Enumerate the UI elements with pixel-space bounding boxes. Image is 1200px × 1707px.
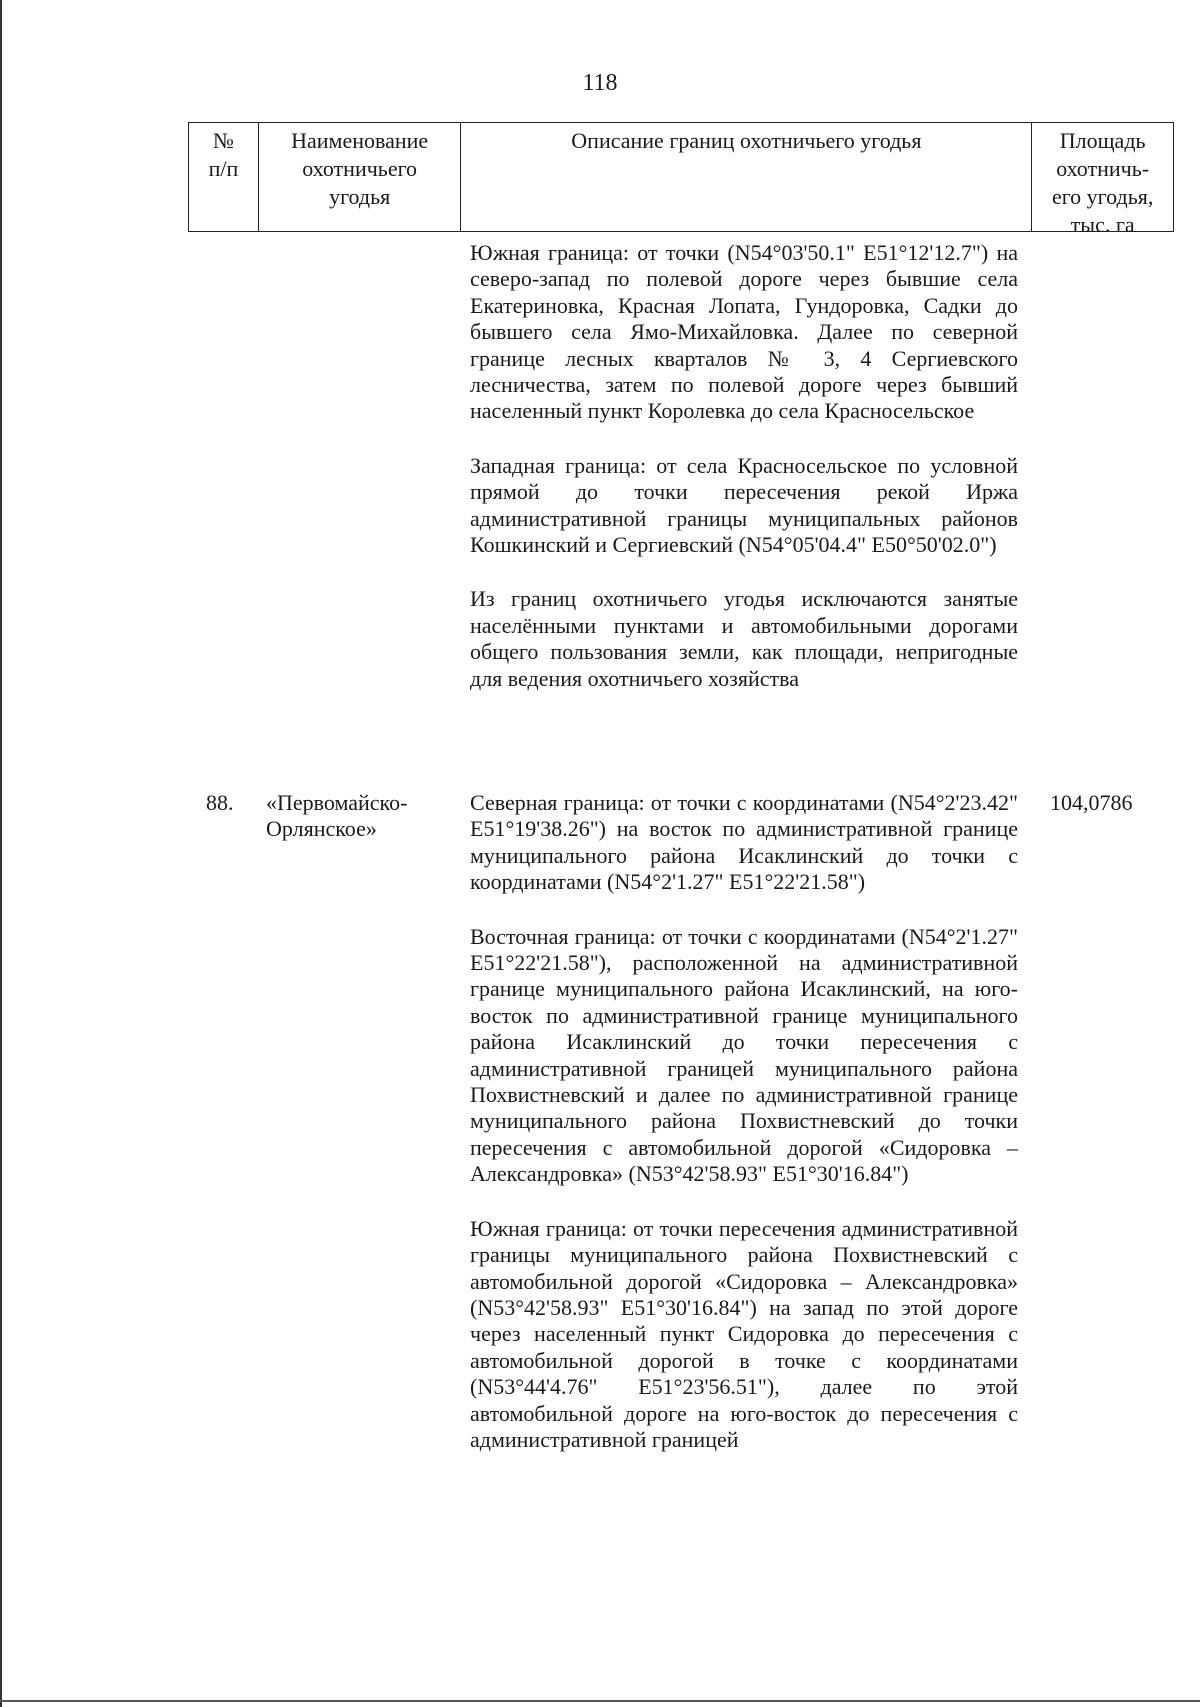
southern-boundary-paragraph-88: Южная граница: от точки пересечения административной границы муниципального района Похвистневский с автомобильной дорогой «Сидоровка – Александровка» (N53°42'58.93" E51°30'16.84") на запад по этой дороге через населенный пункт Сидоровка до пересечения с автомобильной дорогой в точке с координатами (N53°44'4.76" E51°23'56.51"), далее по этой автомобильной дороге на юго-восток до пересечения с административной границей	[470, 1215, 1018, 1452]
header-name-cell	[259, 123, 462, 231]
header-description-cell	[461, 123, 1032, 231]
hunting-ground-name-line-1: «Первомайско-	[266, 790, 408, 815]
header-name-line-3: угодья	[329, 184, 391, 209]
page-number: 118	[582, 70, 618, 96]
header-num-cell	[189, 123, 259, 231]
hunting-ground-name-line-2: Орлянское»	[266, 816, 377, 842]
hunting-ground-name	[266, 790, 456, 843]
eastern-boundary-paragraph: Восточная граница: от точки с координатами (N54°2'1.27" E51°22'21.58"), расположенной на административной границе муниципального района Исаклинский, на юго-восток по административной границе муниципального района Исаклинский до точки пересечения с административной границей муниципального района Похвистневский и далее по административной границе муниципального района Похвистневский до точки пересечения с автомобильной дорогой «Сидоровка – Александровка» (N53°42'58.93" E51°30'16.84")	[470, 923, 1018, 1187]
header-area-line-2: охотничь-	[1056, 156, 1150, 181]
row-88-description	[470, 790, 1018, 1481]
header-num-line-1: №	[212, 128, 234, 153]
hunting-ground-area: 104,0786	[1050, 790, 1133, 815]
page-bottom-edge	[0, 1700, 1200, 1702]
western-boundary-paragraph: Западная граница: от села Красносельское по условной прямой до точки пересечения рекой Иржа административной границы муниципальных районов Кошкинский и Сергиевский (N54°05'04.4" E50°50'02.0")	[470, 452, 1018, 558]
header-area-cell	[1032, 123, 1173, 237]
header-area-line-1: Площадь	[1059, 128, 1146, 153]
northern-boundary-paragraph: Северная граница: от точки с координатами (N54°2'23.42" E51°19'38.26") на восток по административной границе муниципального района Исаклинский до точки с координатами (N54°2'1.27" E51°22'21.58")	[470, 790, 1018, 895]
header-area-line-4: тыс. га	[1070, 212, 1135, 237]
header-description-line-1: Описание границ охотничьего угодья	[571, 128, 922, 153]
exclusion-paragraph: Из границ охотничьего угодья исключаются занятые населёнными пунктами и автомобильными дорогами общего пользования земли, как площади, непригодные для ведения охотничьего хозяйства	[470, 586, 1018, 691]
header-name-line-1: Наименование	[291, 128, 429, 153]
header-area-line-3: его угодья,	[1051, 184, 1154, 209]
row-number: 88.	[206, 790, 234, 815]
southern-boundary-paragraph: Южная граница: от точки (N54°03'50.1" E51°12'12.7") на северо-запад по полевой дороге через бывшие села Екатериновка, Красная Лопата, Гундоровка, Садки до бывшего села Ямо-Михайловка. Далее по северной границе лесных кварталов № 3, 4 Сергиевского лесничества, затем по полевой дороге через бывший населенный пункт Королевка до села Красносельское	[470, 240, 1018, 424]
continuation-description	[470, 240, 1018, 720]
header-name-line-2: охотничьего	[302, 156, 418, 181]
page-left-edge	[0, 0, 2, 1707]
table-header	[188, 122, 1174, 237]
header-num-line-2: п/п	[208, 156, 239, 181]
